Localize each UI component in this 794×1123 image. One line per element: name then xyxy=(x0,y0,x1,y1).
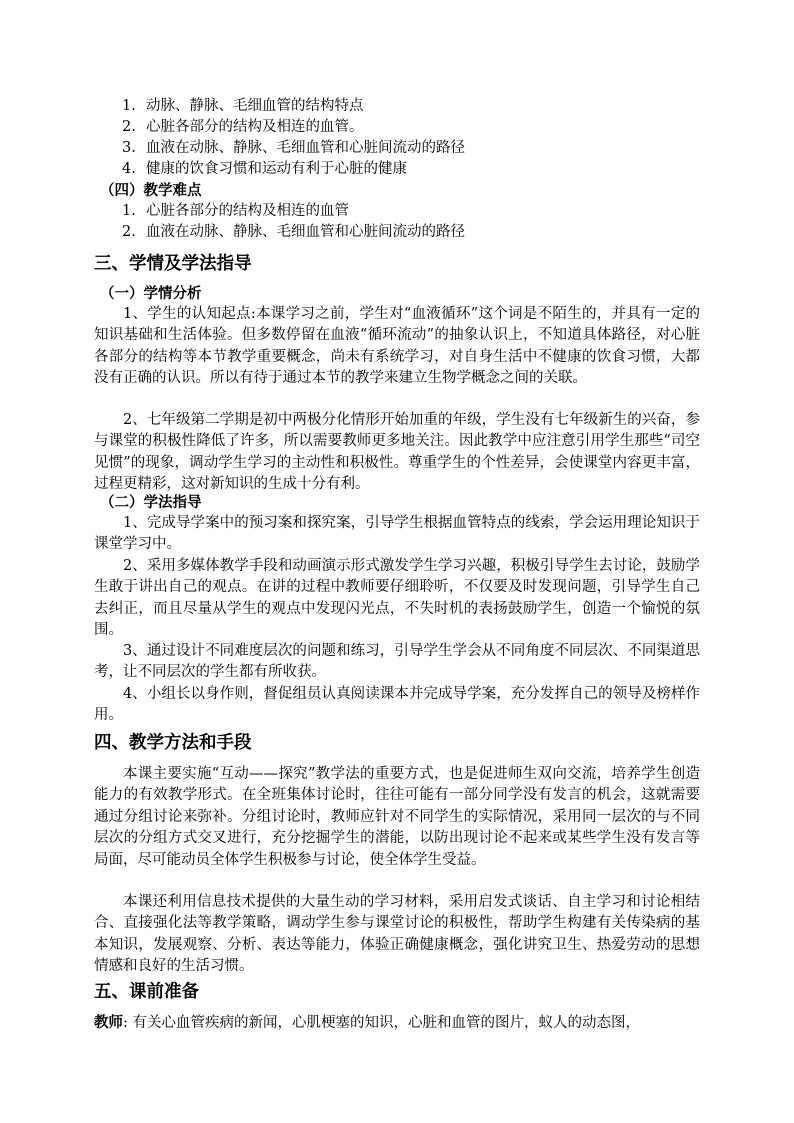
list-item: 3. 血液在动脉、静脉、毛细血管和心脏间流动的路径 xyxy=(122,140,465,156)
teacher-label: 教师 xyxy=(94,1014,123,1031)
paragraph-3: 1、完成导学案中的预习案和探究案，引导学生根据血管特点的线索，学会运用理论知识于课堂学习中。 xyxy=(94,515,700,553)
section-heading-3: 三、学情及学法指导 xyxy=(94,254,252,274)
list-item: 2. 血液在动脉、静脉、毛细血管和心脏间流动的路径 xyxy=(122,224,465,240)
paragraph-1: 1、学生的认知起点:本课学习之前，学生对“血液循环”这个词是不陌生的，并具有一定的知识基础和生活体验。但多数停留在血液“循环流动”的抽象认识上，不知道具体路径，对心脏各部分的结构等本节教学重要概念，尚未有系统学习，对自身生活中不健康的饮食习惯，大都没有正确的认识。所以有待于通过本节的教学来建立生物学概念之间的关联。 xyxy=(94,306,700,387)
section-heading-4: 四、教学方法和手段 xyxy=(94,733,252,753)
paragraph-4: 2、采用多媒体教学手段和动画演示形式激发学生学习兴趣，积极引导学生去讨论，鼓励学生敢于讲出自己的观点。在讲的过程中教师要仔细聆听，不仅要及时发现问题，引导学生自己去纠正，而且尽量从学生的观点中发现闪光点，不失时机的表扬鼓励学生，创造一个愉悦的氛围。 xyxy=(94,558,700,639)
list-item: 2. 心脏各部分的结构及相连的血管。 xyxy=(122,119,364,135)
key-points-list xyxy=(122,96,465,180)
difficulties-list xyxy=(122,201,465,243)
paragraph-2: 2、七年级第二学期是初中两极分化情形开始加重的年级，学生没有七年级新生的兴奋，参与课堂的积极性降低了许多，所以需要教师更多地关注。因此教学中应注意引用学生那些“司空见惯”的现象，调动学生学习的主动性和积极性。尊重学生的个性差异，会使课堂内容更丰富，过程更精彩，这对新知识的生成十分有利。 xyxy=(94,412,700,493)
list-item: 4. 健康的饮食习惯和运动有利于心脏的健康 xyxy=(122,161,407,177)
paragraph-9: 教师: 有关心血管疾病的新闻，心肌梗塞的知识，心脏和血管的图片，蚁人的动态图， xyxy=(94,1014,640,1031)
list-item: 1. 心脏各部分的结构及相连的血管 xyxy=(122,203,349,219)
subheading-analysis: （一）学情分析 xyxy=(100,285,202,302)
paragraph-6: 4、小组长以身作则，督促组员认真阅读课本并完成导学案，充分发挥自己的领导及榜样作用。 xyxy=(94,686,700,724)
paragraph-8: 本课还利用信息技术提供的大量生动的学习材料，采用启发式谈话、自主学习和讨论相结合、直接强化法等教学策略，调动学生参与课堂讨论的积极性，帮助学生构建有关传染病的基本知识，发展观察、分析、表达等能力，体验正确健康概念，强化讲究卫生、热爱劳动的思想情感和良好的生活习惯。 xyxy=(94,894,700,975)
paragraph-7: 本课主要实施“互动——探究”教学法的重要方式，也是促进师生双向交流，培养学生创造能力的有效教学形式。在全班集体讨论时，往往可能有一部分同学没有发言的机会，这就需要通过分组讨论来弥补。分组讨论时，教师应针对不同学生的实际情况，采用同一层次的与不同层次的分组方式交叉进行，充分挖掘学生的潜能，以防出现讨论不起来或某些学生没有发言等局面，尽可能动员全体学生积极参与讨论，使全体学生受益。 xyxy=(94,766,700,868)
subheading-guidance: （二）学法指导 xyxy=(100,494,202,511)
paragraph-5: 3、通过设计不同难度层次的问题和练习，引导学生学会从不同角度不同层次、不同渠道思考，让不同层次的学生都有所收获。 xyxy=(94,643,700,681)
subheading-difficulties: （四）教学难点 xyxy=(100,182,202,199)
section-heading-5: 五、课前准备 xyxy=(94,982,199,1002)
list-item: 1. 动脉、静脉、毛细血管的结构特点 xyxy=(122,98,364,114)
